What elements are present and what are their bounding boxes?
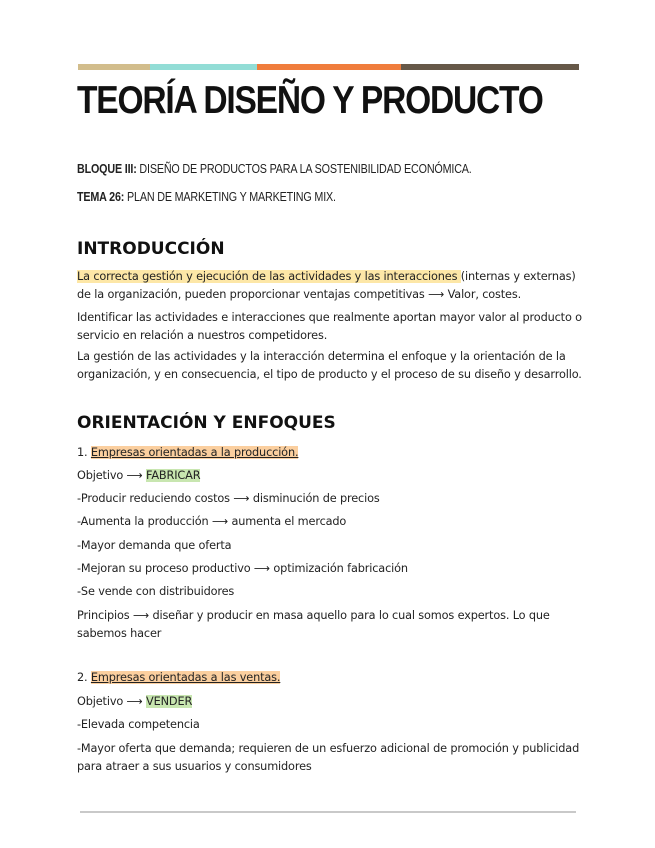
section-1-principles: Principios ⟶ diseñar y producir en masa aquello para lo cual somos expertos. Lo que sabemos hacer [77, 609, 550, 640]
section-2-number: 2. [77, 671, 91, 684]
color-bar-segment-teal [150, 64, 257, 70]
intro-heading: INTRODUCCIÓN [77, 239, 225, 259]
bloque-text: DISEÑO DE PRODUCTOS PARA LA SOSTENIBILIDAD ECONÓMICA. [136, 162, 472, 176]
section-2-objective [77, 693, 587, 711]
intro-highlight: La correcta gestión y ejecución de las actividades y las interacciones [77, 270, 461, 283]
color-bar-segment-orange [257, 64, 401, 70]
intro-paragraph-2: Identificar las actividades e interacciones que realmente aportan mayor valor al producto o servicio en relación a nuestros competidores. [77, 311, 582, 342]
color-bar-segment-brown [401, 64, 579, 70]
section-2-objective-label: Objetivo ⟶ [77, 695, 147, 708]
section-1-item: -Mejoran su proceso productivo ⟶ optimización fabricación [77, 562, 408, 575]
bottom-divider [80, 811, 576, 813]
bloque-label: BLOQUE III: [77, 162, 137, 176]
color-bar-segment-beige [78, 64, 150, 70]
section-2-title [77, 669, 587, 687]
bloque-line [77, 162, 472, 176]
section-1-item: -Producir reduciendo costos ⟶ disminución de precios [77, 492, 380, 505]
section-2-item: -Mayor oferta que demanda; requieren de un esfuerzo adicional de promoción y publicidad para atraer a sus usuarios y consumidores [77, 742, 580, 773]
section-2-objective-value: VENDER [146, 695, 193, 708]
tema-label: TEMA 26: [77, 190, 125, 204]
section-1-objective [77, 467, 587, 485]
orientacion-heading: ORIENTACIÓN Y ENFOQUES [77, 413, 336, 433]
tema-line [77, 190, 336, 204]
section-1-title [77, 444, 587, 462]
intro-p1-rest: (internas y externas) de la organización, pueden proporcionar ventajas competitivas ⟶ Valor, costes. [77, 270, 576, 301]
section-1-item: -Se vende con distribuidores [77, 585, 235, 598]
section-1-number: 1. [77, 446, 91, 459]
intro-paragraph-1 [77, 268, 587, 304]
intro-paragraph-3: La gestión de las actividades y la interacción determina el enfoque y la orientación de la organización, y en consecuencia, el tipo de producto y el proceso de su diseño y desarrollo. [77, 350, 582, 381]
section-1-title-text: Empresas orientadas a la producción. [90, 446, 299, 459]
document-title: TEORÍA DISEÑO Y PRODUCTO [77, 79, 543, 122]
section-1-item: -Mayor demanda que oferta [77, 539, 232, 552]
section-2-title-text: Empresas orientadas a las ventas. [90, 671, 281, 684]
section-1-objective-label: Objetivo ⟶ [77, 469, 147, 482]
section-2-item: -Elevada competencia [77, 718, 200, 731]
section-1-item: -Aumenta la producción ⟶ aumenta el mercado [77, 515, 347, 528]
decorative-color-bar [78, 64, 579, 70]
tema-text: PLAN DE MARKETING Y MARKETING MIX. [124, 190, 336, 204]
section-1-objective-value: FABRICAR [146, 469, 201, 482]
